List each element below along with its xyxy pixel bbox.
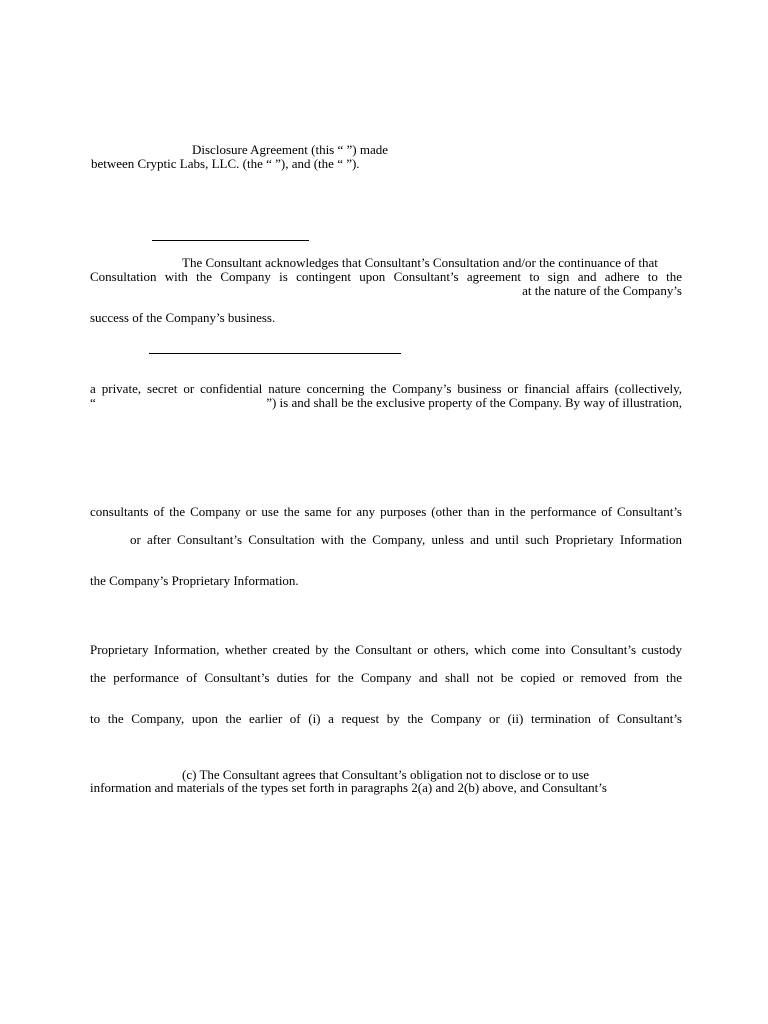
section2a-line-2-open-quote: “ xyxy=(90,395,96,410)
section2b-line-3: to the Company, upon the earlier of (i) a request by the Company or (ii) termination of Consultant’s xyxy=(90,711,682,726)
intro-line-2: between Cryptic Labs, LLC. (the “ ”), and (the “ ”). xyxy=(91,156,360,171)
section2a-line-3: consultants of the Company or use the same for any purposes (other than in the performance of Consultant’s xyxy=(90,504,682,519)
section1-line-4: success of the Company’s business. xyxy=(90,310,276,325)
heading-underline-2 xyxy=(149,353,401,354)
section2c-line-1: (c) The Consultant agrees that Consultant’s obligation not to disclose or to use xyxy=(182,767,590,782)
section2a-line-4: or after Consultant’s Consultation with the Company, unless and until such Proprietary Information xyxy=(130,532,682,547)
section1-line-2: Consultation with the Company is contingent upon Consultant’s agreement to sign and adhere to the xyxy=(90,269,682,284)
section1-line-3: at the nature of the Company’s xyxy=(522,283,682,298)
section2a-line-5: the Company’s Proprietary Information. xyxy=(90,573,299,588)
section2b-line-1: Proprietary Information, whether created by the Consultant or others, which come into Consultant’s custody xyxy=(90,642,682,657)
section2a-line-1: a private, secret or confidential nature concerning the Company’s business or financial affairs (collectively, xyxy=(90,381,682,396)
section1-line-1: The Consultant acknowledges that Consultant’s Consultation and/or the continuance of that xyxy=(182,255,658,270)
section2b-line-2: the performance of Consultant’s duties for the Company and shall not be copied or removed from the xyxy=(90,670,682,685)
heading-underline-1 xyxy=(152,240,309,241)
section2a-line-2: ”) is and shall be the exclusive property of the Company. By way of illustration, xyxy=(266,395,682,410)
section2c-line-2: information and materials of the types set forth in paragraphs 2(a) and 2(b) above, and Consultant’s xyxy=(90,780,607,795)
intro-line-1: Disclosure Agreement (this “ ”) made xyxy=(192,142,389,157)
